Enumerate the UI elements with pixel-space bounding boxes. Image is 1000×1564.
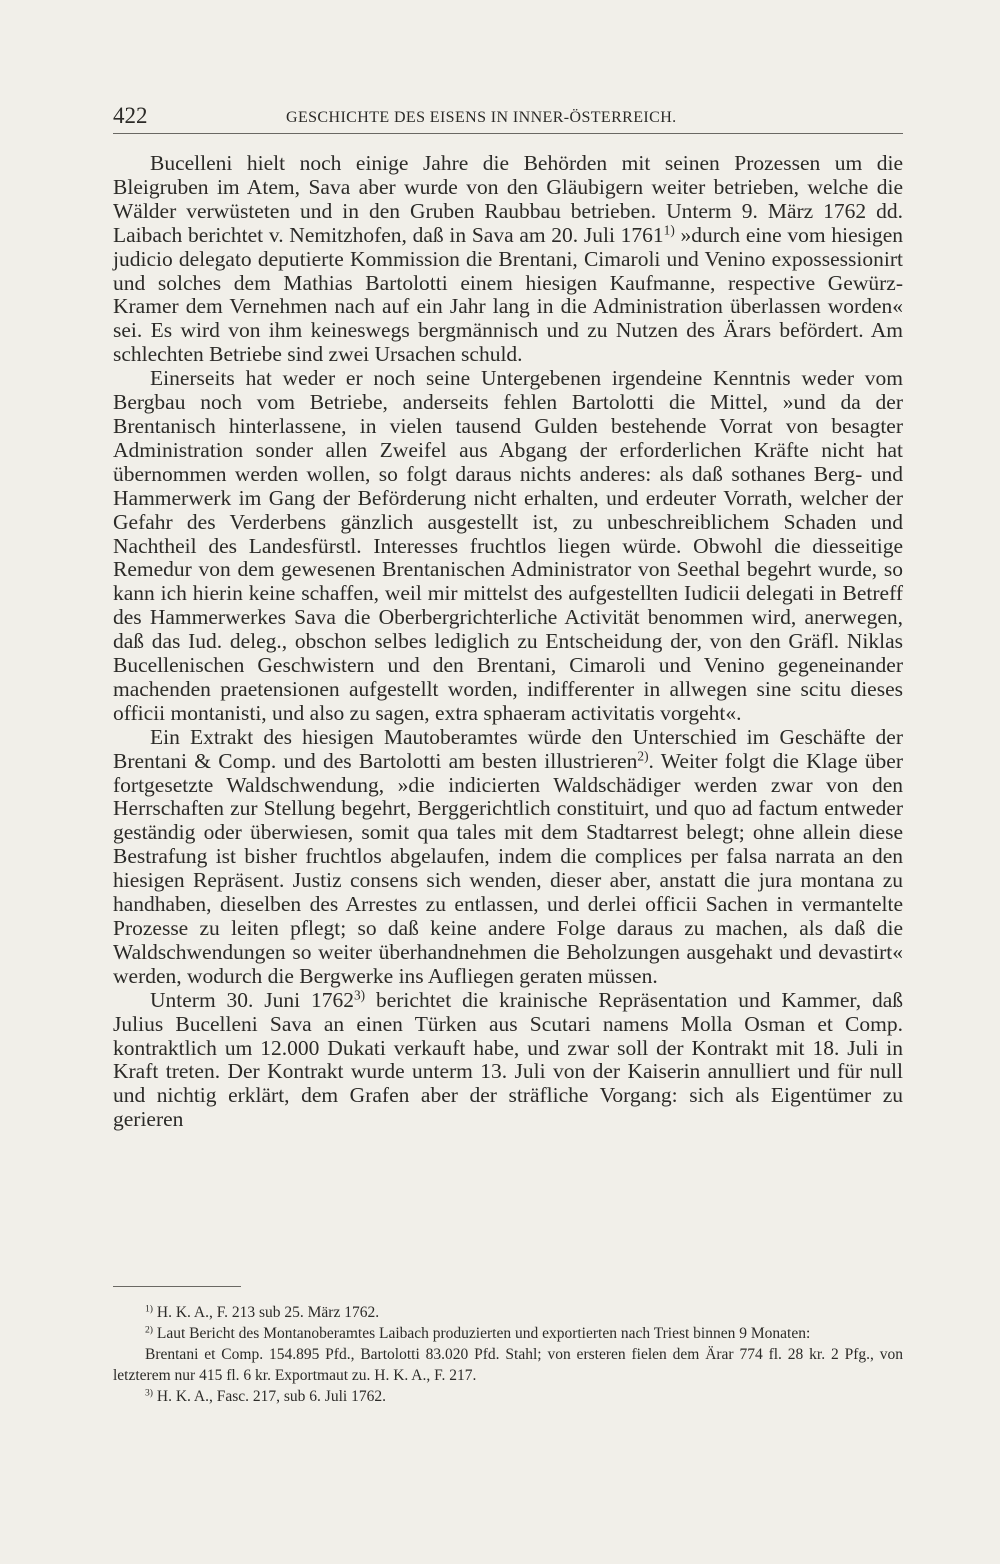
footnote: $^{2)}$ Laut Bericht des Montanoberamtes Laibach produzierten und exportierten nach Triest binnen 9 Monaten: xyxy=(145,1324,811,1342)
page-header xyxy=(113,103,903,131)
footnote: $^{3)}$ H. K. A., Fasc. 217, sub 6. Juli 1762. xyxy=(145,1387,386,1405)
footnote: $^{1)}$ H. K. A., F. 213 sub 25. März 1762. xyxy=(145,1303,380,1321)
footnote-ref: 2) xyxy=(637,748,649,764)
paragraph: Einerseits hat weder er noch seine Untergebenen irgendeine Kenntnis weder vom Bergbau noch vom Betriebe, anderseits fehlen Bartolotti die Mittel, »und da der Brentanisch hinterlassene, in vielen tausend Gulden bestehende Vorrat von besagter Administration sonder allen Zweifel aus Abgang der erforderlichen Kräfte nicht hat übernommen werden wollen, so folgt daraus nichts anderes: als daß sothanes Berg- und Hammerwerk im Gang der Beförderung nicht erhalten, und erdeuter Vorrath, welcher der Gefahr des Verderbens gänzlich ausgestellt ist, zu unbeschreiblichem Schaden und Nachtheil des Landesfürstl. Interesses fruchtlos liegen würde. Obwohl die diesseitige Remedur von dem gewesenen Brentanischen Administrator von Seethal begehrt wurde, so kann ich hierin keine schaffen, weil mir mittelst des aufgestellten Iudicii delegati in Betreff des Hammerwerkes Sava die Oberbergrichterliche Activität benommen wird, anerwegen, daß das Iud. deleg., obschon selbes lediglich zu Entscheidung der, von den Gräfl. Niklas Bucellenischen Geschwistern und den Brentani, Cimaroli und Venino gegeneinander machenden praetensionen aufgestellt worden, indifferenter in allwegen sine scitu dieses officii montanisti, und also zu sagen, extra sphaeram activitatis vorgeht«. xyxy=(113,366,903,725)
paragraph: Unterm 30. Juni 1762$^{3)}$ berichtet die krainische Repräsentation und Kammer, daß Julius Bucelleni Sava an einen Türken aus Scutari namens Molla Osman et Comp. kontraktlich um 12.000 Dukati verkauft habe, und zwar soll der Kontrakt mit 18. Juli in Kraft treten. Der Kontrakt wurde unterm 13. Juli von der Kaiserin annulliert und für null und nichtig erklärt, dem Grafen aber der sträfliche Vorgang: sich als Eigentümer zu gerieren xyxy=(113,987,903,1132)
paragraph: Bucelleni hielt noch einige Jahre die Behörden mit seinen Prozessen um die Bleigruben im Atem, Sava aber wurde von den Gläubigern weiter betrieben, welche die Wälder verwüsteten und in den Gruben Raubbau betrieben. Unterm 9. März 1762 dd. Laibach berichtet v. Nemitzhofen, daß in Sava am 20. Juli 1761$^{1)}$ »durch eine vom hiesigen judicio delegato deputierte Kommission die Brentani, Cimaroli und Venino expossessionirt und solches dem Mathias Bartolotti einem hiesigen Kaufmanne, respective Gewürz-Kramer dem Vernehmen nach auf ein Jahr lang in die Administration überlassen worden« sei. Es wird von ihm keineswegs bergmännisch und zu Nutzen des Ärars befördert. Am schlechten Betriebe sind zwei Ursachen schuld. xyxy=(113,151,903,367)
footnote-mark: 1) xyxy=(145,1303,153,1315)
footnote-continuation: Brentani et Comp. 154.895 Pfd., Bartolotti 83.020 Pfd. Stahl; von ersteren fielen dem Ärar 774 fl. 28 kr. 2 Pfg., von letzterem nur 415 fl. 6 kr. Exportmaut zu. H. K. A., F. 217. xyxy=(113,1346,903,1384)
footnote-rule xyxy=(113,1286,241,1287)
footnotes xyxy=(113,1302,903,1407)
footnote-mark: 2) xyxy=(145,1324,153,1336)
running-title: GESCHICHTE DES EISENS IN INNER-ÖSTERREICH. xyxy=(286,109,677,126)
footnote-ref: 3) xyxy=(354,987,366,1003)
footnote-ref: 1) xyxy=(663,222,675,238)
paragraph: Ein Extrakt des hiesigen Mautoberamtes würde den Unterschied im Geschäfte der Brentani & Comp. und des Bartolotti am besten illustrieren$^{2)}$. Weiter folgt die Klage über fortgesetzte Waldschwendung, »die indicierten Waldschädiger werden zwar von den Herrschaften zur Stellung begehrt, Berggerichtlich constituirt, und quo ad factum entweder geständig oder überwiesen, somit qua tales mit dem Stadtarrest belegt; ohne allein diese Bestrafung ist bisher fruchtlos abgelaufen, indem die complices per falsa narrata an den hiesigen Repräsent. Justiz consens sich wenden, dieser aber, anstatt die jura montana zu handhaben, dieselben des Arrestes zu entlassen, und derlei officii Sachen in vermantelte Prozesse zu leiten pflegt; so daß keine andere Folge daraus zu machen, als daß die Waldschwendungen so weiter überhandnehmen die Beholzungen ausgehakt und devastirt« werden, wodurch die Bergwerke ins Aufliegen geraten müssen. xyxy=(113,724,903,988)
page-number: 422 xyxy=(113,103,148,128)
footnote-mark: 3) xyxy=(145,1387,153,1399)
main-text xyxy=(113,152,903,1132)
header-rule xyxy=(113,133,903,134)
